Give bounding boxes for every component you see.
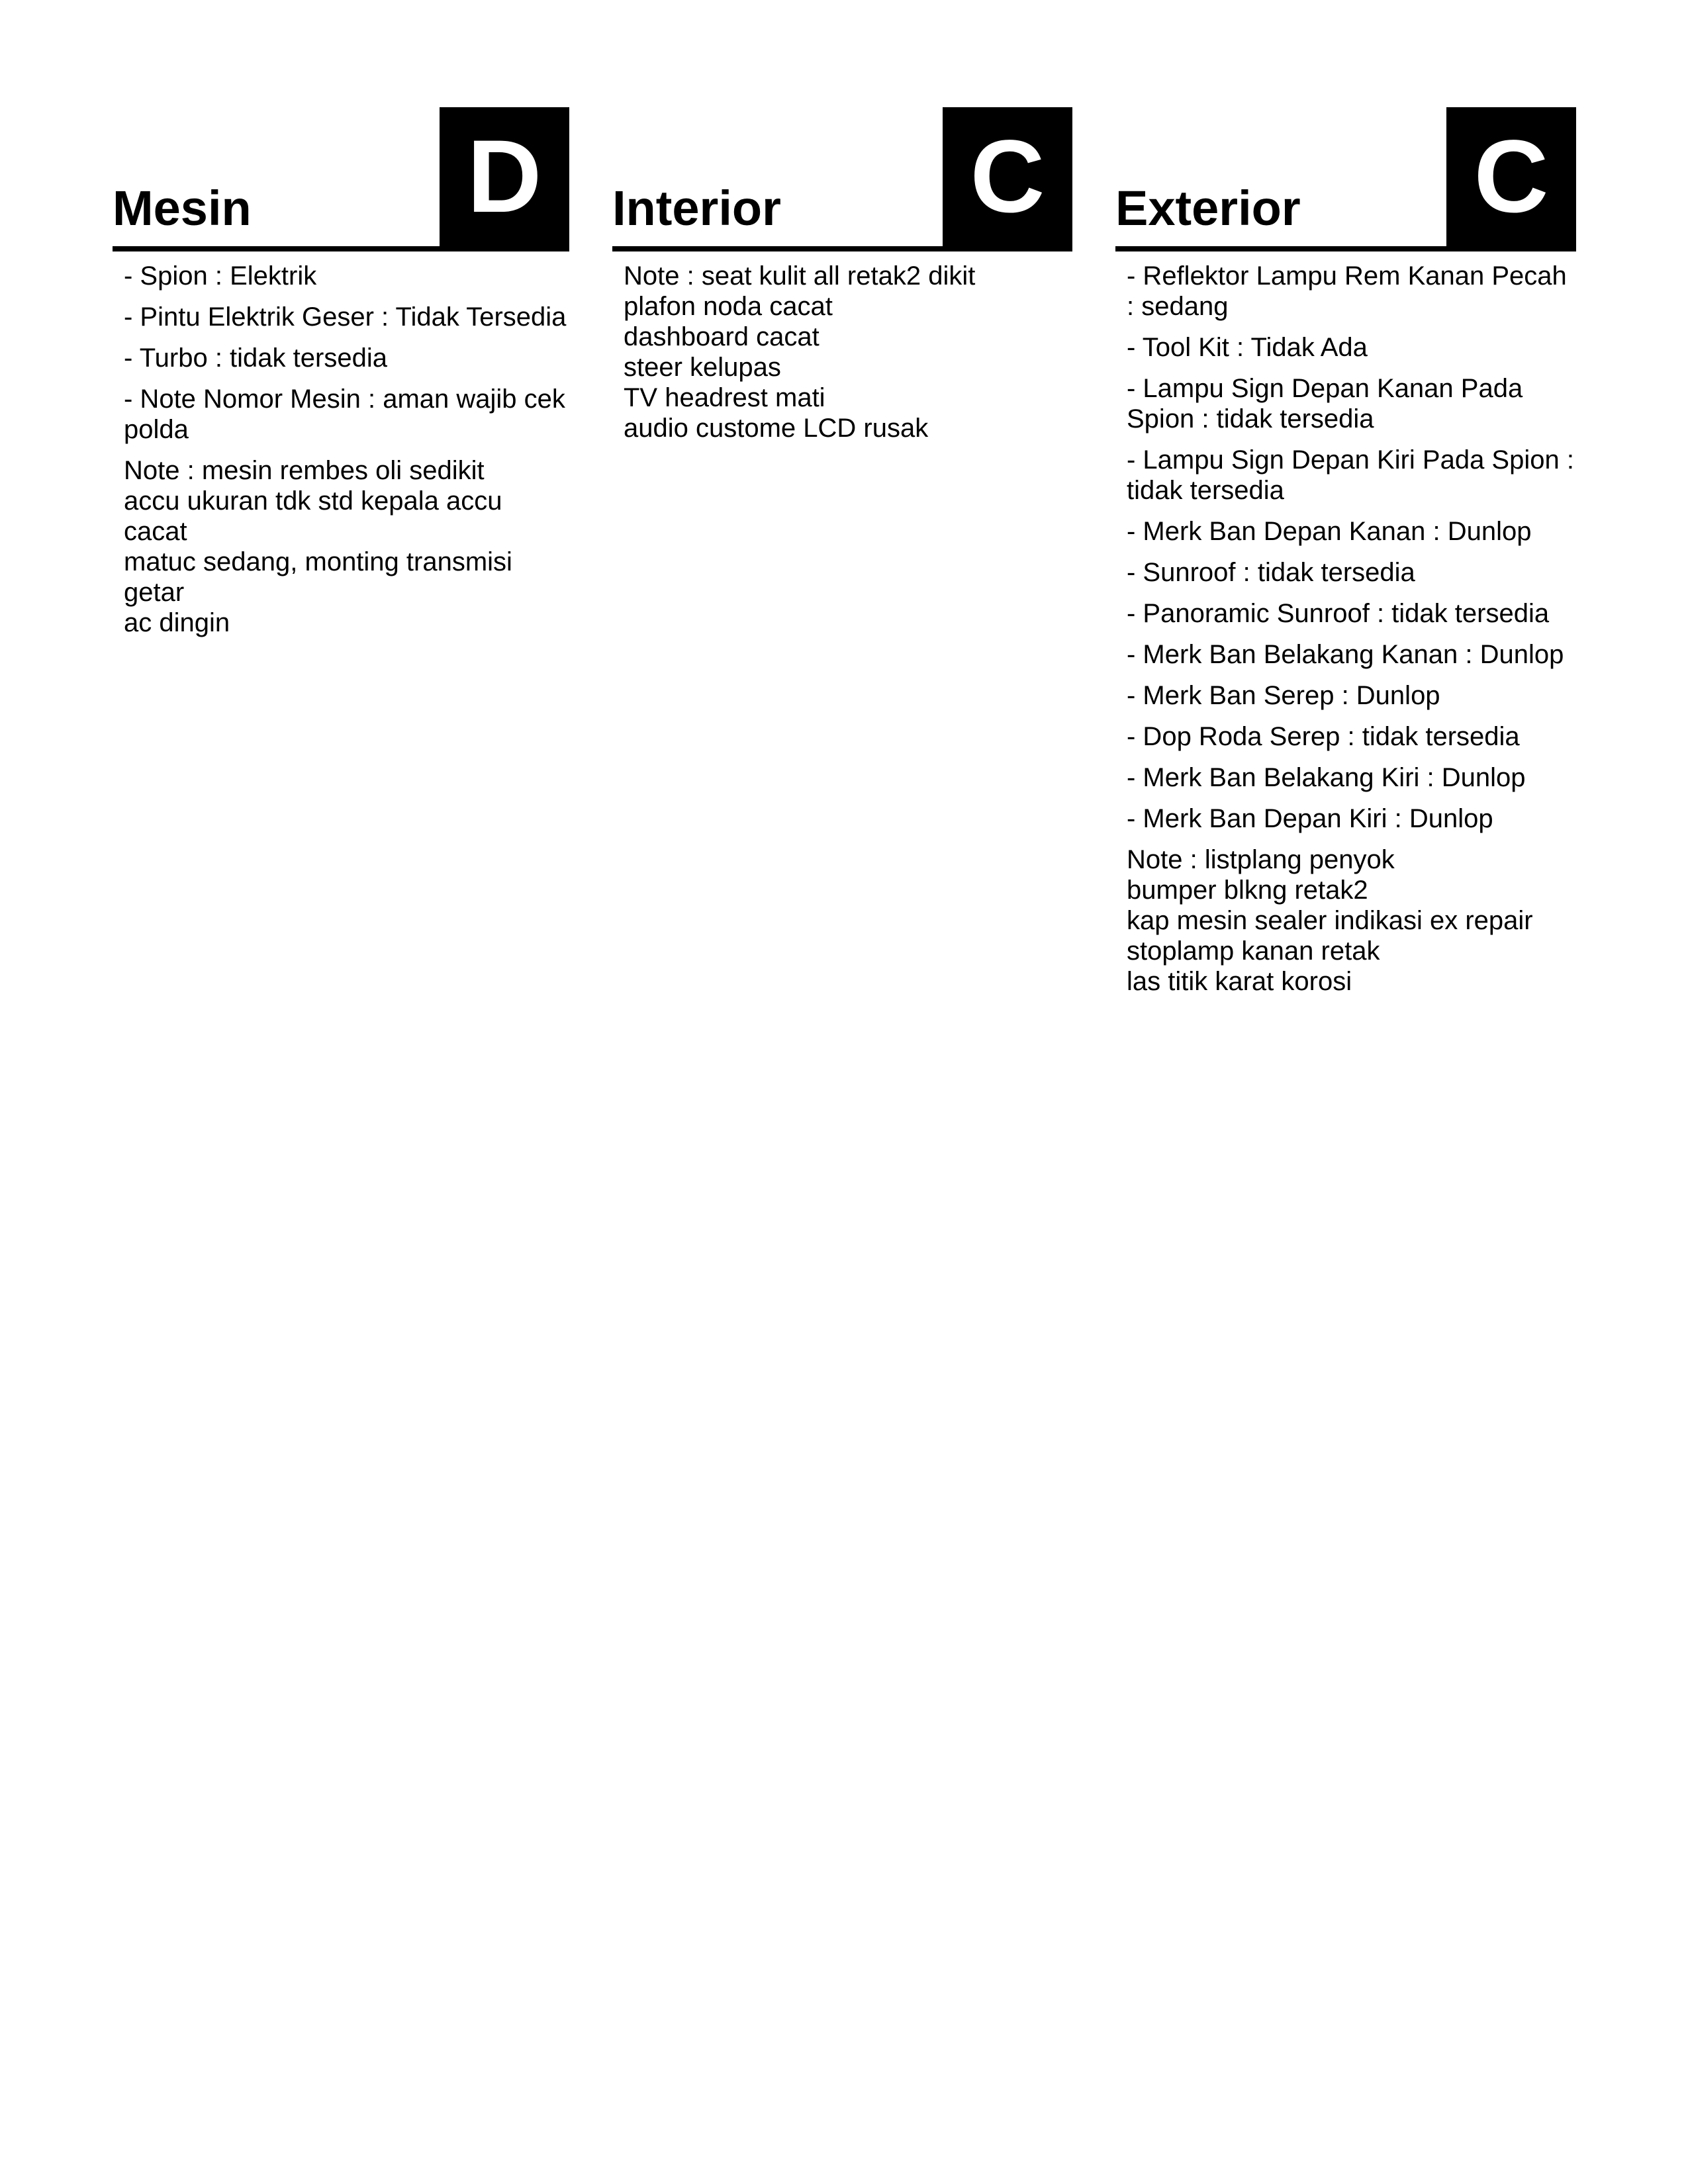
- item-list-mesin: [113, 251, 569, 638]
- list-item: - Lampu Sign Depan Kiri Pada Spion : tidak tersedia: [1127, 445, 1574, 505]
- section-title-interior: Interior: [612, 181, 781, 236]
- list-item: - Merk Ban Belakang Kiri : Dunlop: [1127, 763, 1526, 792]
- grade-badge-mesin: D: [440, 107, 569, 246]
- section-interior: [612, 107, 1072, 454]
- section-header-interior: [612, 107, 1072, 251]
- list-item: - Merk Ban Depan Kanan : Dunlop: [1127, 517, 1532, 546]
- note-exterior: Note : listplang penyok bumper blkng retak2 kap mesin sealer indikasi ex repair stoplamp kanan retak las titik karat korosi: [1127, 845, 1533, 996]
- list-item: - Lampu Sign Depan Kanan Pada Spion : tidak tersedia: [1127, 374, 1523, 433]
- section-exterior: [1115, 107, 1576, 1007]
- list-item: - Merk Ban Serep : Dunlop: [1127, 681, 1440, 710]
- section-header-mesin: [113, 107, 569, 251]
- section-header-exterior: [1115, 107, 1576, 251]
- list-item: - Reflektor Lampu Rem Kanan Pecah : sedang: [1127, 261, 1567, 321]
- section-title-exterior: Exterior: [1115, 181, 1301, 236]
- list-item: - Panoramic Sunroof : tidak tersedia: [1127, 599, 1550, 628]
- list-item: - Turbo : tidak tersedia: [124, 343, 387, 373]
- list-item: - Sunroof : tidak tersedia: [1127, 558, 1415, 587]
- list-item: - Pintu Elektrik Geser : Tidak Tersedia: [124, 302, 567, 332]
- list-item: - Tool Kit : Tidak Ada: [1127, 333, 1368, 362]
- note-mesin: Note : mesin rembes oli sedikit accu ukuran tdk std kepala accu cacat matuc sedang, monting transmisi getar ac dingin: [124, 456, 512, 637]
- note-interior: Note : seat kulit all retak2 dikit plafon noda cacat dashboard cacat steer kelupas TV headrest mati audio custome LCD rusak: [624, 261, 976, 443]
- grade-badge-interior: C: [943, 107, 1072, 246]
- list-item: - Spion : Elektrik: [124, 261, 317, 291]
- list-item: - Note Nomor Mesin : aman wajib cek polda: [124, 385, 565, 444]
- item-list-interior: [612, 251, 1072, 443]
- list-item: - Merk Ban Depan Kiri : Dunlop: [1127, 804, 1493, 833]
- item-list-exterior: [1115, 251, 1576, 997]
- section-title-mesin: Mesin: [113, 181, 252, 236]
- list-item: - Dop Roda Serep : tidak tersedia: [1127, 722, 1520, 751]
- section-mesin: [113, 107, 569, 649]
- grade-badge-exterior: C: [1446, 107, 1576, 246]
- list-item: - Merk Ban Belakang Kanan : Dunlop: [1127, 640, 1564, 669]
